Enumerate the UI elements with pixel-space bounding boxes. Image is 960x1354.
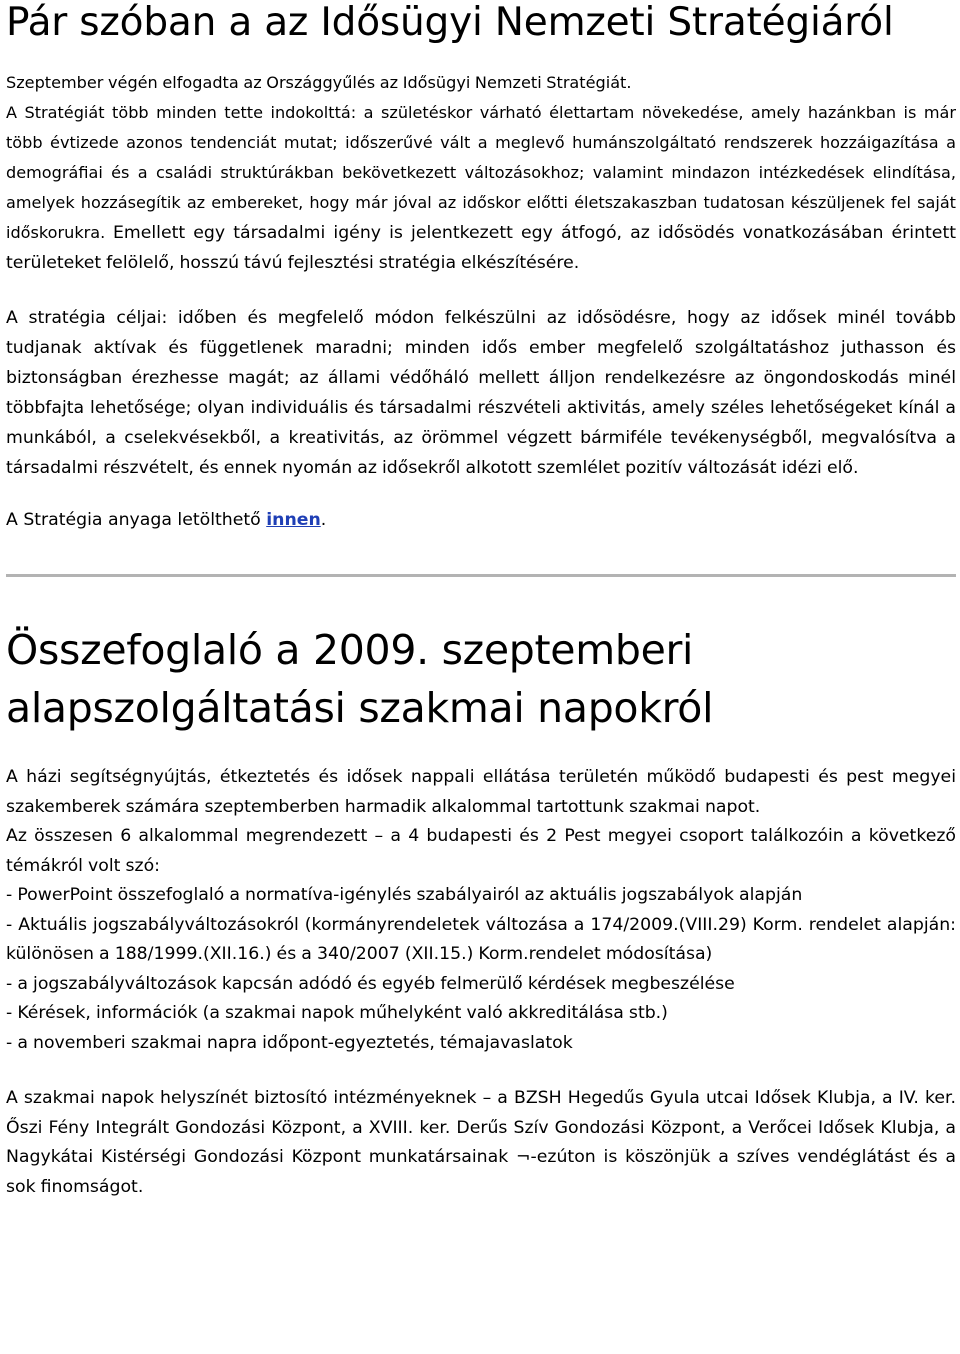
section-title-strategy: Pár szóban a az Idősügyi Nemzeti Stratégiáról (6, 0, 894, 45)
download-line (6, 505, 956, 535)
topic-item: - Aktuális jogszabályváltozásokról (kormányrendeletek változása a 174/2009.(VIII.29) Korm. rendelet alapján: különösen a 188/1999.(XII.16.) és a 340/2007 (XII.15.) Korm.rendelet módosítása) (6, 914, 956, 964)
section-divider (6, 574, 956, 577)
download-prefix: A Stratégia anyaga letölthető (6, 510, 267, 530)
download-suffix: . (320, 510, 327, 530)
intro-sentence-2: A Stratégiát több minden tette indokolttá: a születéskor várható élettartam növekedése, amely hazánkban is már több évtizede azonos tendenciát mutat; időszerűvé vált a meglevő humánszolgáltató rendszerek hozzáigazítása a demográfiai és a családi struktúrákban bekövetkezett változásokhoz; valamint mindazon intézkedések elindítása, amelyek hozzásegítik az embereket, hogy már jóval az időskor előtti életszakaszban tudatosan készüljenek fel saját időskorukra. (6, 103, 956, 242)
topic-item: - PowerPoint összefoglaló a normatíva-igénylés szabályairól az aktuális jogszabályok alapján (6, 885, 803, 905)
summary-paragraph-1: A házi segítségnyújtás, étkeztetés és idősek nappali ellátása területén működő budapesti és pest megyei szakemberek számára szeptemberben harmadik alkalommal tartottunk szakmai napot. (6, 767, 956, 817)
topic-item: - a jogszabályváltozások kapcsán adódó és egyéb felmerülő kérdések megbeszélése (6, 973, 735, 994)
intro-body (6, 98, 956, 278)
intro-sentence-1: Szeptember végén elfogadta az Országgyűlés az Idősügyi Nemzeti Stratégiát. (6, 73, 632, 92)
intro-paragraph (6, 68, 956, 278)
summary-body (6, 763, 956, 1202)
topic-item: - Kérések, információk (a szakmai napok műhelyként való akkreditálása stb.) (6, 1003, 668, 1023)
thanks-paragraph: A szakmai napok helyszínét biztosító intézményeknek – a BZSH Hegedűs Gyula utcai Idősek Klubja, a IV. ker. Őszi Fény Integrált Gondozási Központ, a XVIII. ker. Derűs Szív Gondozási Központ, a Verőcei Idősek Klubja, a Nagykátai Kistérségi Gondozási Központ munkatársainak ¬-ezúton is köszönjük a szíves vendéglátást és a sok finomságot. (6, 1088, 956, 1197)
download-link[interactable]: innen (266, 510, 321, 530)
section-title-summary: Összefoglaló a 2009. szeptemberi alapszolgáltatási szakmai napokról (6, 626, 714, 732)
intro-sentence-3: Emellett egy társadalmi igény is jelentkezett egy átfogó, az idősödés vonatkozásában érintett területeket felölelő, hosszú távú fejlesztési stratégia elkészítésére. (6, 223, 956, 273)
topic-item: - a novemberi szakmai napra időpont-egyeztetés, témajavaslatok (6, 1032, 573, 1053)
summary-paragraph-2: Az összesen 6 alkalommal megrendezett – a 4 budapesti és 2 Pest megyei csoport találkozóin a következő témákról volt szó: (6, 826, 956, 876)
goals-paragraph: A stratégia céljai: időben és megfelelő módon felkészülni az idősödésre, hogy az idősek minél tovább tudjanak aktívak és függetlenek maradni; minden idős ember megfelelő szolgáltatáshoz juthasson és biztonságban érezhesse magát; az állami védőháló mellett álljon rendelkezésre az öngondoskodás minél többfajta lehetősége; olyan individuális és társadalmi részvételi aktivitás, amely széles lehetőségeket kínál a munkából, a cselekvésekből, a kreativitás, az örömmel végzett bármiféle tevékenységből, megvalósítva a társadalmi részvételt, és ennek nyomán az idősekről alkotott szemlélet pozitív változását idézi elő. (6, 308, 956, 478)
